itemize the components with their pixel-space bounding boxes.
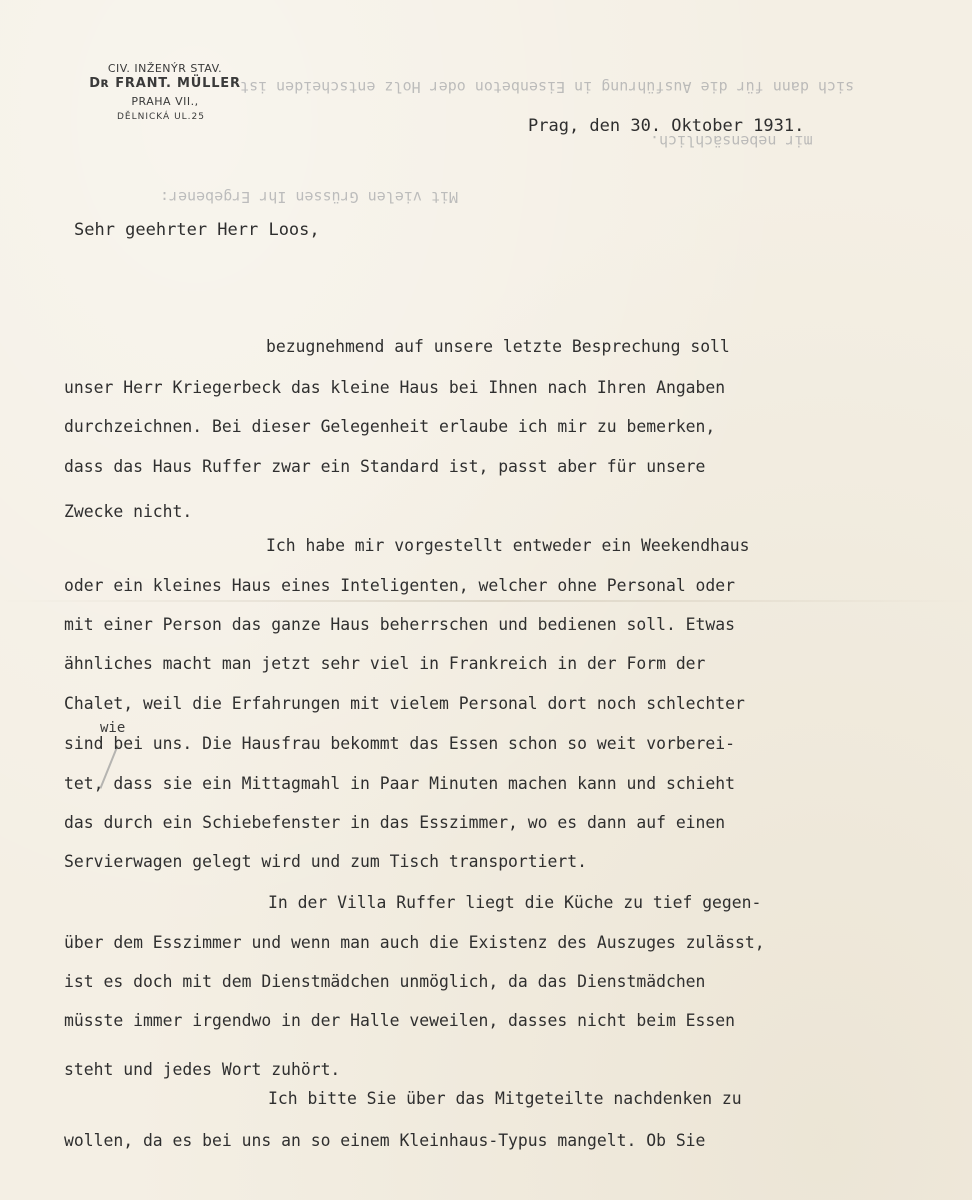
offset-text-line-3: Mit vielen Grüssen Ihr Ergebener: xyxy=(160,188,459,206)
body-line: tet, dass sie ein Mittagmahl in Paar Minuten machen kann und schieht xyxy=(64,774,736,793)
letterhead-name: Dʀ FRANT. MÜLLER xyxy=(89,76,241,91)
body-line: sind bei uns. Die Hausfrau bekommt das Essen schon so weit vorberei- xyxy=(64,734,736,753)
body-line: mit einer Person das ganze Haus beherrschen und bedienen soll. Etwas xyxy=(64,615,736,634)
body-line: Chalet, weil die Erfahrungen mit vielem Personal dort noch schlechter xyxy=(64,694,745,713)
body-line: steht und jedes Wort zuhört. xyxy=(64,1060,341,1079)
letterhead-street: DĚLNICKÁ UL.25 xyxy=(117,112,205,122)
body-line: Ich habe mir vorgestellt entweder ein Weekendhaus xyxy=(266,536,750,555)
body-line: das durch ein Schiebefenster in das Esszimmer, wo es dann auf einen xyxy=(64,813,726,832)
body-line: In der Villa Ruffer liegt die Küche zu tief gegen- xyxy=(268,893,762,912)
letter-date: Prag, den 30. Oktober 1931. xyxy=(528,116,805,136)
letterhead-title: CIV. INŽENÝR STAV. xyxy=(107,62,223,75)
body-line: müsste immer irgendwo in der Halle veweilen, dasses nicht beim Essen xyxy=(64,1011,736,1030)
paper-fold-line xyxy=(0,600,972,602)
body-line: bezugnehmend auf unsere letzte Besprechung soll xyxy=(266,337,730,356)
body-line: oder ein kleines Haus eines Inteligenten, welcher ohne Personal oder xyxy=(64,576,736,595)
salutation: Sehr geehrter Herr Loos, xyxy=(74,220,320,240)
letterhead xyxy=(60,62,270,122)
body-line: über dem Esszimmer und wenn man auch die Existenz des Auszuges zulässt, xyxy=(64,933,765,952)
body-line: dass das Haus Ruffer zwar ein Standard ist, passt aber für unsere xyxy=(64,457,706,476)
offset-text-line-2: mir nebensächlich. xyxy=(650,132,813,150)
body-line: durchzeichnen. Bei dieser Gelegenheit erlaube ich mir zu bemerken, xyxy=(64,417,716,436)
offset-text-line-1: sich dann für die Ausführung in Eisenbeton oder Holz entscheiden ist xyxy=(240,78,855,96)
body-line: ist es doch mit dem Dienstmädchen unmöglich, da das Dienstmädchen xyxy=(64,972,706,991)
body-line: Ich bitte Sie über das Mitgeteilte nachdenken zu xyxy=(268,1089,742,1108)
body-line: ähnliches macht man jetzt sehr viel in Frankreich in der Form der xyxy=(64,654,706,673)
body-line: unser Herr Kriegerbeck das kleine Haus bei Ihnen nach Ihren Angaben xyxy=(64,378,726,397)
body-line: Zwecke nicht. xyxy=(64,502,193,521)
body-line: Servierwagen gelegt wird und zum Tisch transportiert. xyxy=(64,852,588,871)
body-line: wollen, da es bei uns an so einem Kleinhaus-Typus mangelt. Ob Sie xyxy=(64,1131,706,1150)
letterhead-city: PRAHA VII., xyxy=(131,95,199,108)
handwritten-insertion: wie xyxy=(100,720,126,736)
